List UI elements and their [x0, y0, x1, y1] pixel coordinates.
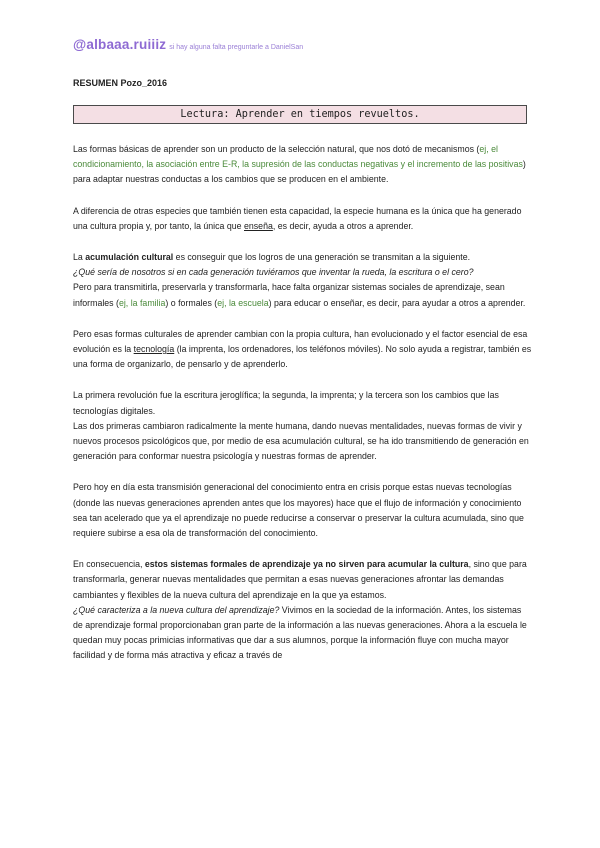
reading-title-box: Lectura: Aprender en tiempos revueltos. [73, 105, 527, 124]
p5-text-b: Las dos primeras cambiaron radicalmente la mente humana, dando nuevas mentalidades, nuevas formas de vivir y nuevos procesos psicológicos que, por medio de esa acumulación cultural, se ha ido transmitiendo de generación en generación para conformar nuestra psicología y nuestras formas de aprender. [73, 420, 529, 462]
p2-keyword: enseña [244, 220, 273, 231]
paragraph-3 [73, 250, 533, 311]
p3-question: ¿Qué sería de nosotros si en cada generación tuviéramos que inventar la rueda, la escritura o el cero? [73, 267, 474, 278]
p4-text-a: Pero esas formas culturales de aprender cambian con la propia cultura, han evolucionado y el factor esencial de esa evolución es la [73, 328, 528, 355]
p1-example: ej, el condicionamiento, la asociación entre E-R, la supresión de las conductas negativas y el incremento de las positivas [73, 144, 523, 170]
p3-example-familia: ej, la familia [118, 297, 166, 308]
p1-text-a: Las formas básicas de aprender son un producto de la selección natural, que nos dotó de mecanismos ( [73, 144, 480, 154]
p3-keyword: acumulación cultural [85, 252, 174, 263]
paragraph-6: Pero hoy en día esta transmisión generacional del conocimiento entra en crisis porque estas nuevas tecnologías (donde las nuevas generaciones aprenden antes que los mayores) hace que el flujo de información y conocimiento sea tan acelerado que ya el aprendizaje no puede reducirse a conservar o preservar la cultura acumulada, sino que requiere subirse a esa ola de transformación del conocimiento. [73, 482, 524, 539]
p7-question: ¿Qué caracteriza a la nueva cultura del aprendizaje? [73, 604, 280, 615]
document-title: RESUMEN Pozo_2016 [73, 78, 168, 88]
paragraph-7 [73, 557, 533, 663]
p3-text-h: ) para educar o enseñar, es decir, para ayudar a otros a aprender. [268, 297, 526, 308]
paragraph-1 [73, 142, 533, 188]
document-body [73, 142, 533, 664]
paragraph-2 [73, 204, 533, 234]
p3-text-c: es conseguir que los logros de una generación se transmitan a la siguiente. [173, 252, 471, 263]
p4-keyword: tecnología [133, 344, 175, 355]
p5-text-a: La primera revolución fue la escritura jeroglífica; la segunda, la imprenta; y la tercera son los cambios que las tecnologías digitales. [73, 390, 499, 416]
p1-text-c: ) para adaptar nuestras conductas a los cambios que se producen en el ambiente. [73, 159, 526, 185]
page-header [73, 36, 303, 54]
paragraph-4 [73, 327, 533, 373]
paragraph-5 [73, 388, 533, 464]
p7-keyword: estos sistemas formales de aprendizaje ya no sirven para acumular la cultura [144, 559, 469, 570]
p2-text-a: A diferencia de otras especies que también tienen esta capacidad, la especie humana es la única que ha generado una cultura propia y, por tanto, la única que [73, 205, 522, 231]
p3-text-a: La [73, 252, 86, 263]
p3-text-f: ) o formales ( [165, 297, 218, 308]
p7-text-a: En consecuencia, [73, 559, 145, 570]
p7-text-d: Vivimos en la sociedad de la información. Antes, los sistemas de aprendizaje formal proporcionaban gran parte de la información a las nuevas generaciones. Ahora a la escuela le quedan muy pocas primicias informativas que dar a sus alumnos, porque la información fluye con mucha mayor facilidad y de forma más atractiva y eficaz a través de [73, 604, 527, 661]
p2-text-c: , es decir, ayuda a otros a aprender. [272, 220, 414, 231]
header-note: si hay alguna falta preguntarle a DanielSan [169, 44, 304, 51]
p4-text-c: (la imprenta, los ordenadores, los teléfonos móviles). No solo ayuda a registrar, también es una forma de organizarlo, de pensarlo y de aprenderlo. [73, 344, 532, 370]
p3-text-d: Pero para transmitirla, preservarla y transformarla, hace falta organizar sistemas sociales de aprendizaje, sean informales ( [73, 282, 505, 308]
p7-text-c: , sino que para transformarla, generar nuevas mentalidades que permitan a esas nuevas generaciones afrontar las demandas cambiantes y flexibles de la nueva cultura del aprendizaje en la que ya estamos. [73, 559, 527, 600]
p3-example-escuela: ej, la escuela [217, 297, 269, 308]
author-handle: @albaaa.ruiiiz [73, 37, 167, 52]
